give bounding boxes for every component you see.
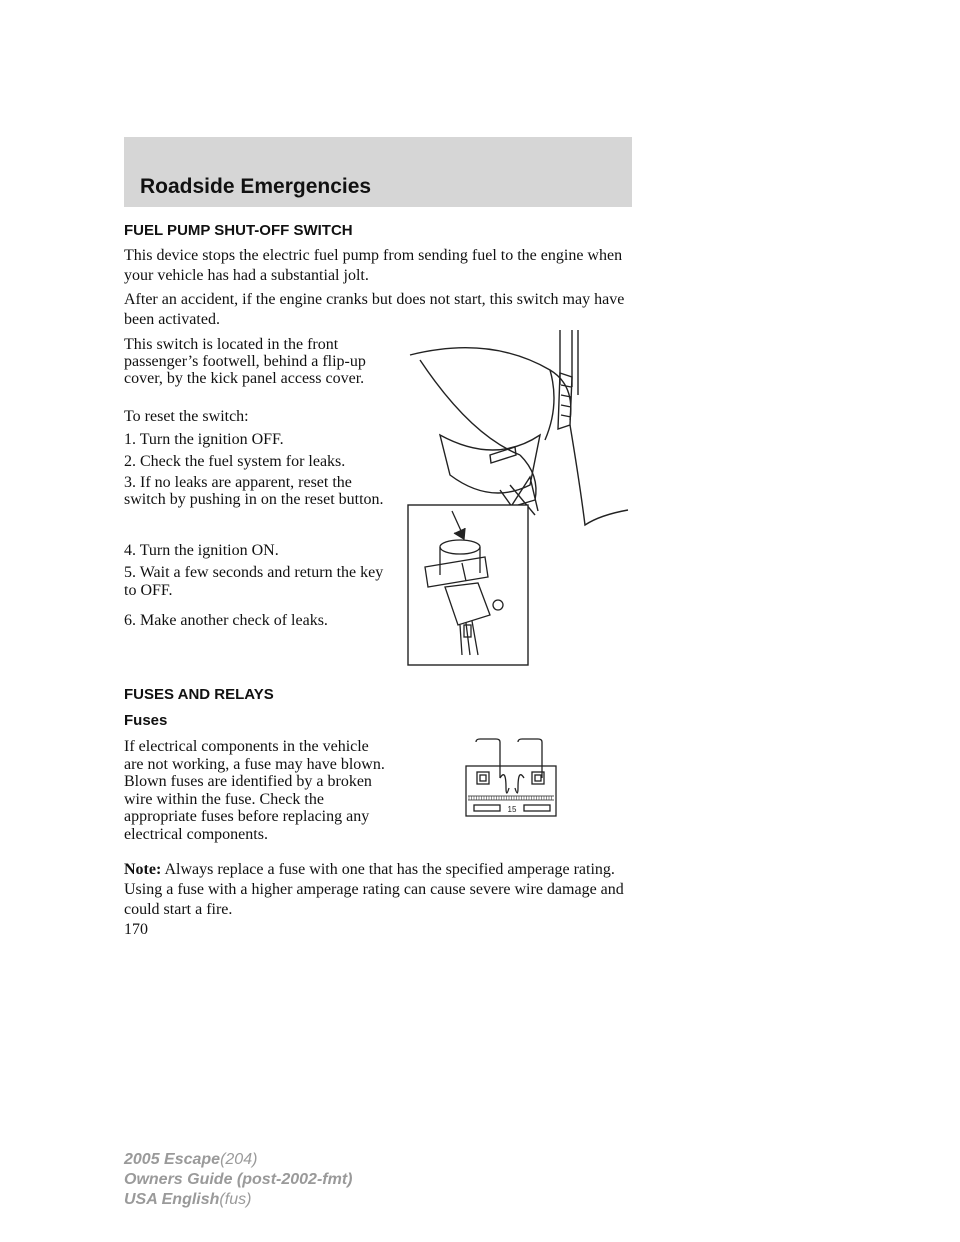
fuses-relays-heading: FUSES AND RELAYS bbox=[124, 686, 274, 703]
note-label: Note: bbox=[124, 861, 162, 878]
reset-step-1: 1. Turn the ignition OFF. bbox=[124, 431, 284, 448]
fuse-illustration bbox=[462, 738, 562, 824]
fuel-pump-para-2: After an accident, if the engine cranks but does not start, this switch may have been activated. bbox=[124, 291, 625, 328]
page-number: 170 bbox=[124, 921, 148, 938]
footer-line-language bbox=[124, 1190, 352, 1210]
reset-step-4: 4. Turn the ignition ON. bbox=[124, 542, 279, 559]
fuel-pump-switch-illustration bbox=[400, 325, 630, 670]
reset-step-5: 5. Wait a few seconds and return the key to OFF. bbox=[124, 564, 384, 599]
fuse-note bbox=[124, 860, 629, 920]
reset-intro: To reset the switch: bbox=[124, 408, 249, 425]
footer-guide: Owners Guide (post-2002-fmt) bbox=[124, 1171, 353, 1188]
reset-step-3: 3. If no leaks are apparent, reset the switch by pushing in on the reset button. bbox=[124, 474, 384, 508]
section-header-band bbox=[124, 137, 632, 207]
footer-language-code: (fus) bbox=[219, 1191, 252, 1208]
footer-model: 2005 Escape bbox=[124, 1151, 221, 1168]
footer-model-code: (204) bbox=[220, 1151, 258, 1168]
note-text: Always replace a fuse with one that has the specified amperage rating. Using a fuse with a higher amperage rating can cause severe wire damage and could start a fire. bbox=[124, 861, 624, 918]
footer-line-model bbox=[124, 1150, 352, 1170]
document-footer bbox=[124, 1150, 352, 1210]
fuse-rating-label: 15 bbox=[507, 805, 517, 814]
fuses-subheading: Fuses bbox=[124, 712, 168, 729]
reset-step-2: 2. Check the fuel system for leaks. bbox=[124, 453, 346, 470]
fuel-pump-location: This switch is located in the front passenger’s footwell, behind a flip-up cover, by the kick panel access cover. bbox=[124, 336, 366, 387]
fuel-pump-para-1: This device stops the electric fuel pump from sending fuel to the engine when your vehicle has had a substantial jolt. bbox=[124, 247, 623, 284]
reset-step-6: 6. Make another check of leaks. bbox=[124, 612, 328, 629]
fuel-pump-heading: FUEL PUMP SHUT-OFF SWITCH bbox=[124, 222, 353, 239]
footer-language: USA English bbox=[124, 1191, 220, 1208]
section-title: Roadside Emergencies bbox=[140, 175, 372, 198]
fuses-para: If electrical components in the vehicle are not working, a fuse may have blown. Blown fuses are identified by a broken wire within the fuse. Check the appropriate fuses before replacing any electrical components. bbox=[124, 738, 385, 843]
